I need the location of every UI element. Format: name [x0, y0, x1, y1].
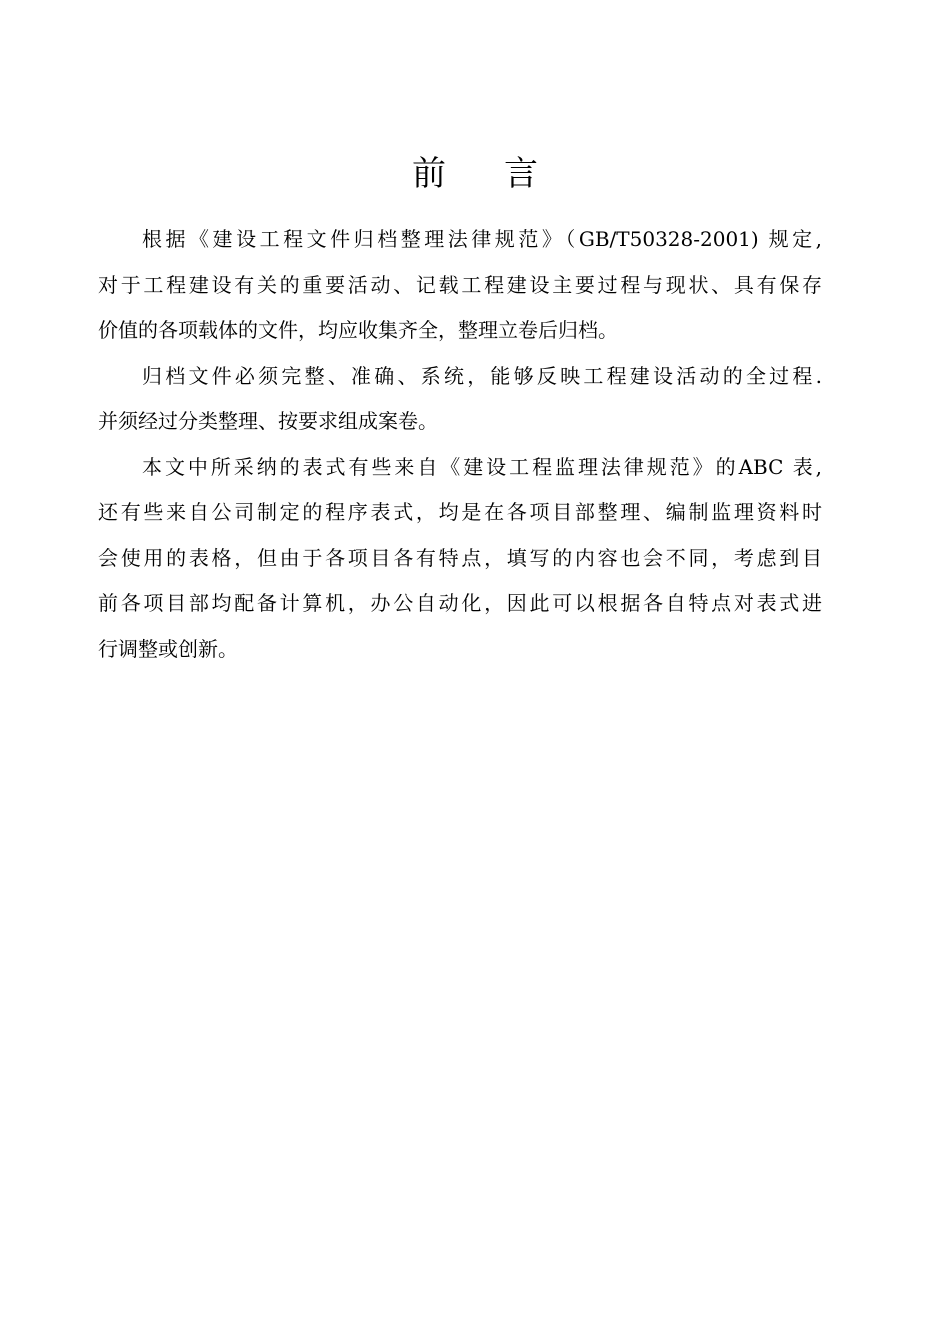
paragraph-line: 并须经过分类整理、按要求组成案卷。 [98, 409, 438, 433]
paragraph-line: 价值的各项载体的文件，均应收集齐全，整理立卷后归档。 [98, 318, 618, 342]
paragraph-2 [98, 357, 822, 448]
paragraph-line: 前各项目部均配备计算机，办公自动化，因此可以根据各自特点对表式进 [98, 591, 822, 615]
paragraph-line: 还有些来自公司制定的程序表式，均是在各项目部整理、编制监理资料时 [98, 500, 822, 524]
paragraph-line: 根据《建设工程文件归档整理法律规范》（GB/T50328-2001) 规定, [142, 227, 822, 251]
paragraph-3 [98, 448, 822, 676]
paragraph-1 [98, 220, 822, 357]
paragraph-line: 本文中所采纳的表式有些来自《建设工程监理法律规范》的ABC 表, [142, 454, 822, 479]
paragraph-line: 归档文件必须完整、准确、系统，能够反映工程建设活动的全过程. [142, 363, 822, 388]
paragraph-line: 会使用的表格，但由于各项目各有特点，填写的内容也会不同，考虑到目 [98, 545, 822, 570]
paragraph-line: 对于工程建设有关的重要活动、记载工程建设主要过程与现状、具有保存 [98, 272, 822, 297]
page-title: 前言 [412, 154, 596, 194]
preface-body [98, 220, 822, 675]
paragraph-line: 行调整或创新。 [98, 636, 238, 661]
